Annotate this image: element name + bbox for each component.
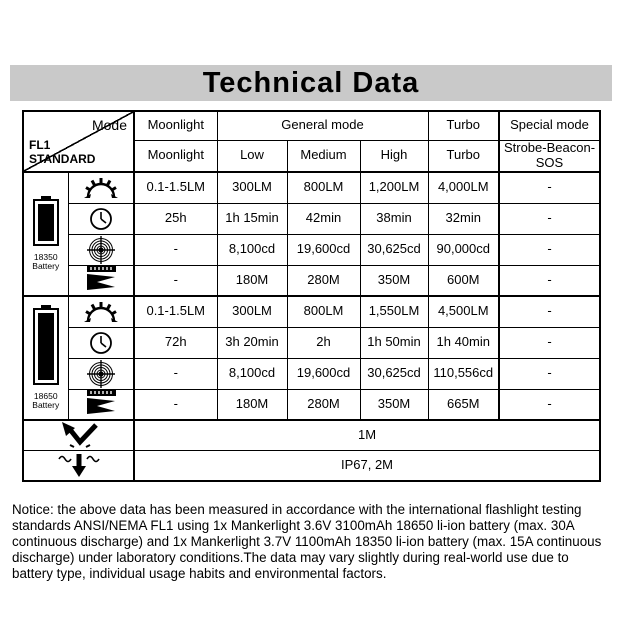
brightness-row-header: [68, 296, 134, 327]
table-cell: 280M: [287, 265, 360, 296]
waterproof-row-header: [23, 450, 134, 481]
waterproof-value: IP67, 2M: [134, 450, 600, 481]
table-cell: 300LM: [217, 296, 287, 327]
table-cell: -: [134, 358, 217, 389]
table-cell: 32min: [428, 203, 499, 234]
corner-cell: [23, 111, 134, 172]
runtime-icon: [71, 331, 132, 355]
fl1-standard-label: FL1 STANDARD: [29, 138, 96, 167]
table-cell: -: [499, 327, 600, 358]
battery-18650-label: 18650 Battery: [32, 390, 60, 411]
table-cell: -: [499, 234, 600, 265]
table-cell: 38min: [360, 203, 428, 234]
table-cell: 800LM: [287, 296, 360, 327]
distance-icon: [71, 390, 132, 418]
table-cell: -: [134, 265, 217, 296]
mode-header-turbo: Turbo: [428, 140, 499, 172]
table-cell: -: [134, 234, 217, 265]
notice-text: Notice: the above data has been measured in accordance with the international flashlight testing standards ANSI/NEMA FL1 using 1x Mankerlight 3.6V 3100mAh 18650 li-ion battery (max. 30A continuous discharge) and 1x Mankerlight 3.7V 1100mAh 18350 li-ion battery (max. 15A continuous discharge) under laboratory conditions.The data may vary slightly during real-world use due to battery type, individual usage habits and environmental factors.: [12, 502, 602, 582]
table-cell: 19,600cd: [287, 234, 360, 265]
battery-18350-cell: [23, 172, 68, 296]
table-cell: 600M: [428, 265, 499, 296]
table-cell: 1h 40min: [428, 327, 499, 358]
table-cell: 3h 20min: [217, 327, 287, 358]
battery-18650-cell: [23, 296, 68, 420]
intensity-row-header: [68, 234, 134, 265]
intensity-row-header: [68, 358, 134, 389]
table-cell: 90,000cd: [428, 234, 499, 265]
table-cell: 665M: [428, 389, 499, 420]
mode-header-low: Low: [217, 140, 287, 172]
brightness-icon: [71, 300, 132, 324]
table-cell: 30,625cd: [360, 234, 428, 265]
table-cell: 0.1-1.5LM: [134, 172, 217, 203]
intensity-icon: [71, 360, 132, 388]
brightness-row-header: [68, 172, 134, 203]
brightness-icon: [71, 176, 132, 200]
table-cell: -: [134, 389, 217, 420]
mode-label: Mode: [91, 117, 127, 133]
table-cell: 110,556cd: [428, 358, 499, 389]
table-cell: 1,200LM: [360, 172, 428, 203]
table-cell: 180M: [217, 265, 287, 296]
mode-header-strobe-beacon-sos: Strobe-Beacon-SOS: [499, 140, 600, 172]
table-cell: -: [499, 172, 600, 203]
runtime-row-header: [68, 327, 134, 358]
waterproof-icon: [26, 452, 131, 478]
group-header-moonlight: Moonlight: [134, 111, 217, 140]
runtime-row-header: [68, 203, 134, 234]
impact-resistance-icon: [26, 422, 131, 448]
mode-header-moonlight: Moonlight: [134, 140, 217, 172]
page-title: Technical Data: [202, 66, 420, 99]
table-cell: 300LM: [217, 172, 287, 203]
battery-18650-icon: [32, 305, 60, 389]
distance-icon: [71, 266, 132, 294]
table-cell: -: [499, 358, 600, 389]
impact-row-header: [23, 420, 134, 450]
table-cell: 1,550LM: [360, 296, 428, 327]
impact-resistance-value: 1M: [134, 420, 600, 450]
table-cell: 180M: [217, 389, 287, 420]
table-cell: -: [499, 203, 600, 234]
distance-row-header: [68, 265, 134, 296]
table-cell: -: [499, 265, 600, 296]
runtime-icon: [71, 207, 132, 231]
table-cell: 350M: [360, 389, 428, 420]
table-cell: 8,100cd: [217, 234, 287, 265]
battery-18350-icon: [32, 196, 60, 250]
table-cell: 0.1-1.5LM: [134, 296, 217, 327]
group-header-turbo: Turbo: [428, 111, 499, 140]
table-cell: 8,100cd: [217, 358, 287, 389]
group-header-special-mode: Special mode: [499, 111, 600, 140]
table-cell: 2h: [287, 327, 360, 358]
intensity-icon: [71, 236, 132, 264]
table-cell: 280M: [287, 389, 360, 420]
group-header-general-mode: General mode: [217, 111, 428, 140]
table-cell: 42min: [287, 203, 360, 234]
mode-header-high: High: [360, 140, 428, 172]
table-cell: -: [499, 389, 600, 420]
table-cell: 350M: [360, 265, 428, 296]
table-cell: 4,500LM: [428, 296, 499, 327]
technical-data-table: [22, 110, 601, 482]
distance-row-header: [68, 389, 134, 420]
table-cell: 1h 50min: [360, 327, 428, 358]
table-cell: 1h 15min: [217, 203, 287, 234]
table-cell: 4,000LM: [428, 172, 499, 203]
table-cell: -: [499, 296, 600, 327]
battery-18350-label: 18350 Battery: [32, 251, 60, 272]
table-cell: 30,625cd: [360, 358, 428, 389]
table-cell: 25h: [134, 203, 217, 234]
table-cell: 800LM: [287, 172, 360, 203]
mode-header-medium: Medium: [287, 140, 360, 172]
table-cell: 19,600cd: [287, 358, 360, 389]
title-bar: [10, 65, 612, 101]
table-cell: 72h: [134, 327, 217, 358]
